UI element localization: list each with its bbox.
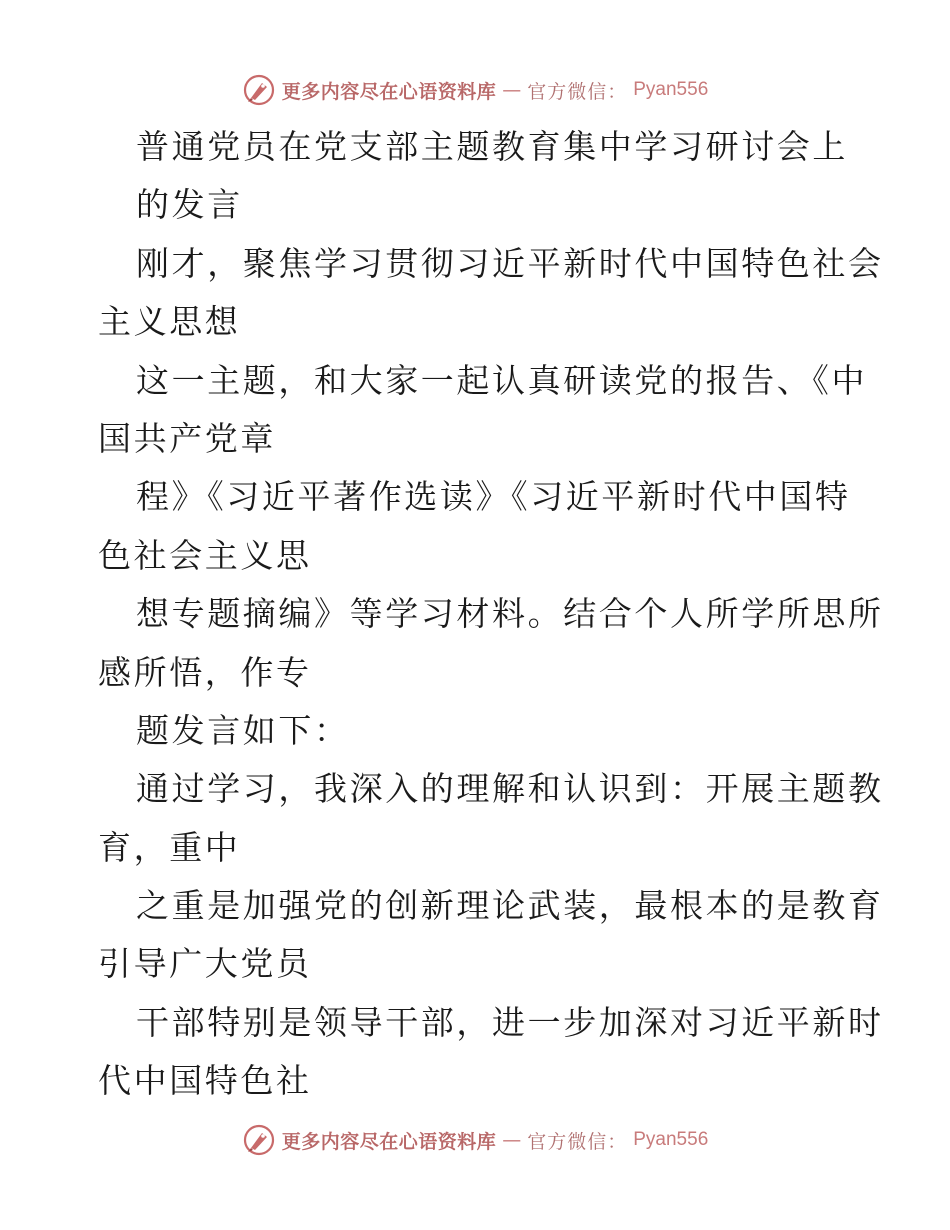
document-line: 干部特别是领导干部，进一步加深对习近平新时	[136, 1002, 884, 1042]
document-line: 育，重中	[98, 827, 241, 867]
document-line: 的发言	[136, 185, 243, 225]
document-body	[98, 118, 884, 1111]
document-line: 代中国特色社	[98, 1061, 312, 1101]
document-line: 感所悟，作专	[98, 652, 312, 692]
document-line: 这一主题，和大家一起认真研读党的报告、《中	[136, 360, 868, 400]
banner-official-label: 官方微信：	[527, 80, 628, 103]
pen-nib-logo-icon	[242, 1123, 276, 1157]
banner-dash: —	[502, 79, 522, 101]
document-line: 之重是加强党的创新理论武装，最根本的是教育	[136, 886, 884, 926]
banner-brand-text: 更多内容尽在心语资料库	[281, 80, 497, 103]
document-line: 国共产党章	[98, 418, 276, 458]
banner-wechat-id: Pyan556	[633, 79, 709, 100]
document-line: 程》《习近平著作选读》《习近平新时代中国特	[136, 477, 851, 517]
document-line: 刚才，聚焦学习贯彻习近平新时代中国特色社会	[136, 243, 884, 283]
header-watermark-banner	[0, 70, 950, 110]
footer-watermark-banner	[0, 1120, 950, 1160]
document-line: 色社会主义思	[98, 535, 312, 575]
banner-official-label: 官方微信：	[527, 1130, 628, 1153]
document-line: 主义思想	[98, 302, 241, 342]
pen-nib-logo-icon	[242, 73, 276, 107]
document-line: 引导广大党员	[98, 944, 312, 984]
banner-wechat-id: Pyan556	[633, 1129, 709, 1150]
banner-dash: —	[502, 1129, 522, 1151]
document-line: 通过学习，我深入的理解和认识到：开展主题教	[136, 769, 884, 809]
document-line: 普通党员在党支部主题教育集中学习研讨会上	[136, 127, 848, 166]
document-line: 题发言如下：	[136, 710, 350, 750]
banner-brand-text: 更多内容尽在心语资料库	[281, 1130, 497, 1153]
document-line: 想专题摘编》等学习材料。结合个人所学所思所	[136, 594, 884, 634]
